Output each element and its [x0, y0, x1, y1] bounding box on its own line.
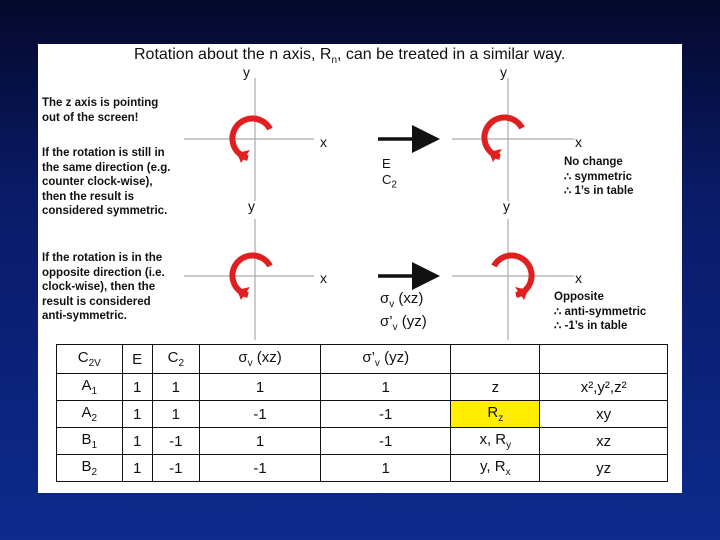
- cell: 1: [200, 428, 321, 455]
- linear-cell: z: [451, 374, 540, 401]
- header-linear: [451, 345, 540, 374]
- cell: 1: [122, 374, 152, 401]
- linear-cell: x, $R_y$: [451, 428, 540, 455]
- axis-label-y: y: [243, 64, 250, 80]
- cell: 1: [122, 401, 152, 428]
- axes-top-left: [184, 78, 314, 201]
- header-e: E: [122, 345, 152, 374]
- cell: 1: [321, 374, 451, 401]
- axes-top-right: [452, 78, 574, 201]
- cell: -1: [321, 401, 451, 428]
- slide: [38, 44, 682, 493]
- header-group: $C_{2V}$: [57, 345, 123, 374]
- cell: -1: [152, 455, 199, 482]
- rotation-ccw-result-icon: [484, 117, 522, 162]
- axis-label-x: x: [320, 134, 327, 150]
- cell: 1: [152, 374, 199, 401]
- header-sigma-v-xz: $\sigma_v$ (xz): [200, 345, 321, 374]
- irrep-cell: $B_1$: [57, 428, 123, 455]
- quadratic-cell: yz: [540, 455, 668, 482]
- irrep-cell: $A_1$: [57, 374, 123, 401]
- axis-label-x: x: [320, 270, 327, 286]
- rotation-ccw-icon: [232, 118, 270, 163]
- linear-cell-highlighted: $R_z$: [451, 401, 540, 428]
- table-header-row: [57, 345, 668, 374]
- table-row: [57, 374, 668, 401]
- cell: -1: [152, 428, 199, 455]
- cell: -1: [200, 401, 321, 428]
- slide-title: Rotation about the n axis, $R_n$, can be treated in a similar way.: [134, 46, 566, 67]
- character-table: [56, 344, 668, 482]
- result-antisymmetric: Opposite ∴ anti-symmetric ∴ -1’s in table: [554, 291, 647, 332]
- axis-label-x: x: [575, 134, 582, 150]
- note-opposite-direction: If the rotation is in the opposite direction (i.e. clock-wise), then the result is considered anti-symmetric.: [42, 252, 165, 322]
- header-quadratic: [540, 345, 668, 374]
- cell: -1: [321, 428, 451, 455]
- cell: -1: [200, 455, 321, 482]
- axes-bottom-left: [184, 219, 314, 340]
- table-row: [57, 401, 668, 428]
- table-row: [57, 455, 668, 482]
- axis-label-y: y: [503, 198, 510, 214]
- irrep-cell: $A_2$: [57, 401, 123, 428]
- table-row: [57, 428, 668, 455]
- axis-label-y: y: [248, 198, 255, 214]
- note-same-direction: If the rotation is still in the same direction (e.g. counter clock-wise), then the result is considered symmetric.: [42, 147, 171, 217]
- irrep-cell: $B_2$: [57, 455, 123, 482]
- cell: 1: [122, 428, 152, 455]
- cell: 1: [122, 455, 152, 482]
- operations-bottom: $\sigma_v$ (xz) $\sigma’_v$ (yz): [380, 290, 427, 333]
- axis-label-x: x: [575, 270, 582, 286]
- result-symmetric: No change ∴ symmetric ∴ 1’s in table: [564, 156, 634, 197]
- rotation-ccw-icon-2: [232, 255, 270, 300]
- quadratic-cell: x²,y²,z²: [540, 374, 668, 401]
- cell: 1: [200, 374, 321, 401]
- note-z-axis: The z axis is pointing out of the screen!: [42, 97, 159, 124]
- rotation-cw-result-icon: [494, 255, 532, 300]
- cell: 1: [152, 401, 199, 428]
- operations-top: E $C_2$: [382, 156, 397, 191]
- axis-label-y: y: [500, 64, 507, 80]
- cell: 1: [321, 455, 451, 482]
- linear-cell: y, $R_x$: [451, 455, 540, 482]
- header-c2: $C_2$: [152, 345, 199, 374]
- quadratic-cell: xz: [540, 428, 668, 455]
- header-sigma-v-yz: $\sigma’_v$ (yz): [321, 345, 451, 374]
- quadratic-cell: xy: [540, 401, 668, 428]
